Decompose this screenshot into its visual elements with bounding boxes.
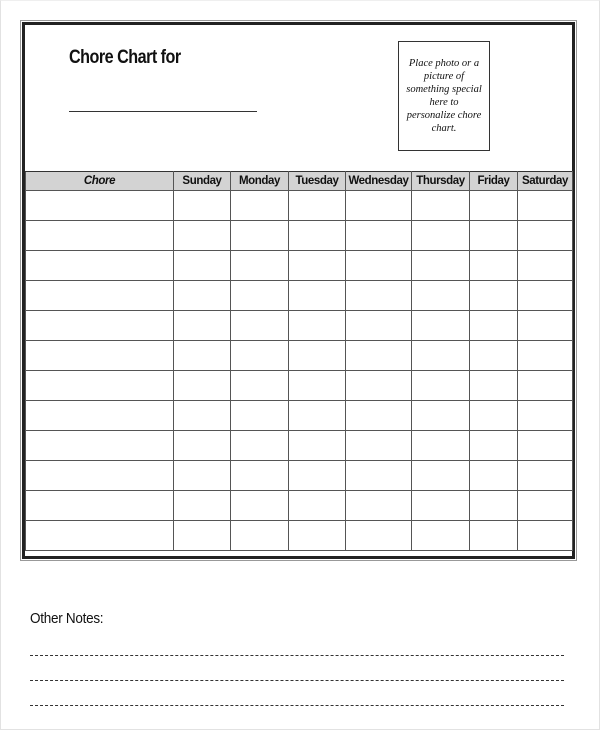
- table-row: [26, 491, 573, 521]
- day-cell[interactable]: [289, 311, 346, 341]
- chore-chart-frame: [22, 22, 575, 559]
- day-cell[interactable]: [412, 221, 470, 251]
- day-cell[interactable]: [231, 311, 289, 341]
- column-header-thursday: Thursday: [412, 172, 470, 191]
- table-row: [26, 281, 573, 311]
- day-cell[interactable]: [470, 401, 518, 431]
- day-cell[interactable]: [518, 191, 573, 221]
- day-cell[interactable]: [289, 461, 346, 491]
- day-cell[interactable]: [289, 221, 346, 251]
- day-cell[interactable]: [470, 461, 518, 491]
- day-cell[interactable]: [412, 251, 470, 281]
- column-header-wednesday: Wednesday: [346, 172, 412, 191]
- day-cell[interactable]: [518, 461, 573, 491]
- day-cell[interactable]: [174, 491, 231, 521]
- day-cell[interactable]: [231, 221, 289, 251]
- table-row: [26, 191, 573, 221]
- day-cell[interactable]: [518, 311, 573, 341]
- day-cell[interactable]: [346, 461, 412, 491]
- day-cell[interactable]: [518, 401, 573, 431]
- day-cell[interactable]: [412, 341, 470, 371]
- day-cell[interactable]: [231, 401, 289, 431]
- column-header-monday: Monday: [231, 172, 289, 191]
- day-cell[interactable]: [289, 341, 346, 371]
- photo-placeholder-box[interactable]: [398, 41, 490, 151]
- day-cell[interactable]: [174, 251, 231, 281]
- chore-cell[interactable]: [26, 251, 174, 281]
- chore-cell[interactable]: [26, 281, 174, 311]
- chore-cell[interactable]: [26, 311, 174, 341]
- day-cell[interactable]: [174, 431, 231, 461]
- day-cell[interactable]: [346, 401, 412, 431]
- chart-title: Chore Chart for: [69, 47, 181, 68]
- day-cell[interactable]: [470, 251, 518, 281]
- chore-cell[interactable]: [26, 521, 174, 551]
- day-cell[interactable]: [412, 191, 470, 221]
- day-cell[interactable]: [346, 341, 412, 371]
- table-row: [26, 221, 573, 251]
- chore-table-body: [26, 191, 573, 551]
- notes-line[interactable]: [30, 655, 564, 656]
- day-cell[interactable]: [231, 521, 289, 551]
- day-cell[interactable]: [346, 311, 412, 341]
- table-row: [26, 251, 573, 281]
- day-cell[interactable]: [289, 401, 346, 431]
- chore-table: [25, 171, 573, 551]
- day-cell[interactable]: [174, 281, 231, 311]
- day-cell[interactable]: [412, 311, 470, 341]
- day-cell[interactable]: [412, 461, 470, 491]
- day-cell[interactable]: [289, 521, 346, 551]
- day-cell[interactable]: [231, 431, 289, 461]
- column-header-friday: Friday: [470, 172, 518, 191]
- day-cell[interactable]: [346, 281, 412, 311]
- chore-cell[interactable]: [26, 431, 174, 461]
- chore-cell[interactable]: [26, 341, 174, 371]
- column-header-tuesday: Tuesday: [289, 172, 346, 191]
- day-cell[interactable]: [470, 491, 518, 521]
- day-cell[interactable]: [231, 251, 289, 281]
- day-cell[interactable]: [231, 491, 289, 521]
- column-header-sunday: Sunday: [174, 172, 231, 191]
- day-cell[interactable]: [289, 251, 346, 281]
- day-cell[interactable]: [518, 341, 573, 371]
- column-header-saturday: Saturday: [518, 172, 573, 191]
- notes-line[interactable]: [30, 680, 564, 681]
- day-cell[interactable]: [470, 191, 518, 221]
- day-cell[interactable]: [518, 251, 573, 281]
- day-cell[interactable]: [231, 461, 289, 491]
- column-header-chore: Chore: [26, 172, 174, 191]
- day-cell[interactable]: [346, 221, 412, 251]
- table-row: [26, 401, 573, 431]
- day-cell[interactable]: [470, 371, 518, 401]
- day-cell[interactable]: [412, 401, 470, 431]
- day-cell[interactable]: [346, 371, 412, 401]
- day-cell[interactable]: [231, 191, 289, 221]
- day-cell[interactable]: [174, 341, 231, 371]
- day-cell[interactable]: [174, 461, 231, 491]
- day-cell[interactable]: [174, 221, 231, 251]
- table-row: [26, 521, 573, 551]
- table-row: [26, 371, 573, 401]
- chore-cell[interactable]: [26, 221, 174, 251]
- day-cell[interactable]: [346, 251, 412, 281]
- day-cell[interactable]: [174, 371, 231, 401]
- day-cell[interactable]: [470, 341, 518, 371]
- photo-placeholder-text: Place photo or a picture of something special here to personalize chore chart.: [406, 58, 482, 134]
- table-row: [26, 461, 573, 491]
- day-cell[interactable]: [231, 371, 289, 401]
- day-cell[interactable]: [412, 281, 470, 311]
- day-cell[interactable]: [174, 401, 231, 431]
- chore-cell[interactable]: [26, 371, 174, 401]
- day-cell[interactable]: [470, 221, 518, 251]
- chore-cell[interactable]: [26, 401, 174, 431]
- day-cell[interactable]: [518, 281, 573, 311]
- day-cell[interactable]: [289, 281, 346, 311]
- day-cell[interactable]: [470, 281, 518, 311]
- day-cell[interactable]: [412, 431, 470, 461]
- day-cell[interactable]: [346, 431, 412, 461]
- table-header-row: [26, 172, 573, 191]
- day-cell[interactable]: [289, 191, 346, 221]
- day-cell[interactable]: [346, 521, 412, 551]
- day-cell[interactable]: [346, 491, 412, 521]
- other-notes-label: Other Notes:: [30, 610, 104, 627]
- day-cell[interactable]: [518, 521, 573, 551]
- chore-cell[interactable]: [26, 461, 174, 491]
- day-cell[interactable]: [231, 281, 289, 311]
- day-cell[interactable]: [470, 521, 518, 551]
- table-row: [26, 431, 573, 461]
- notes-line[interactable]: [30, 705, 564, 706]
- chore-cell[interactable]: [26, 191, 174, 221]
- day-cell[interactable]: [518, 431, 573, 461]
- table-row: [26, 311, 573, 341]
- day-cell[interactable]: [470, 431, 518, 461]
- day-cell[interactable]: [518, 371, 573, 401]
- day-cell[interactable]: [412, 491, 470, 521]
- day-cell[interactable]: [231, 341, 289, 371]
- day-cell[interactable]: [289, 431, 346, 461]
- day-cell[interactable]: [518, 491, 573, 521]
- name-blank-line[interactable]: [69, 111, 257, 112]
- day-cell[interactable]: [174, 521, 231, 551]
- day-cell[interactable]: [174, 191, 231, 221]
- day-cell[interactable]: [174, 311, 231, 341]
- day-cell[interactable]: [412, 521, 470, 551]
- day-cell[interactable]: [289, 371, 346, 401]
- day-cell[interactable]: [518, 221, 573, 251]
- chore-cell[interactable]: [26, 491, 174, 521]
- day-cell[interactable]: [289, 491, 346, 521]
- day-cell[interactable]: [346, 191, 412, 221]
- day-cell[interactable]: [412, 371, 470, 401]
- day-cell[interactable]: [470, 311, 518, 341]
- table-row: [26, 341, 573, 371]
